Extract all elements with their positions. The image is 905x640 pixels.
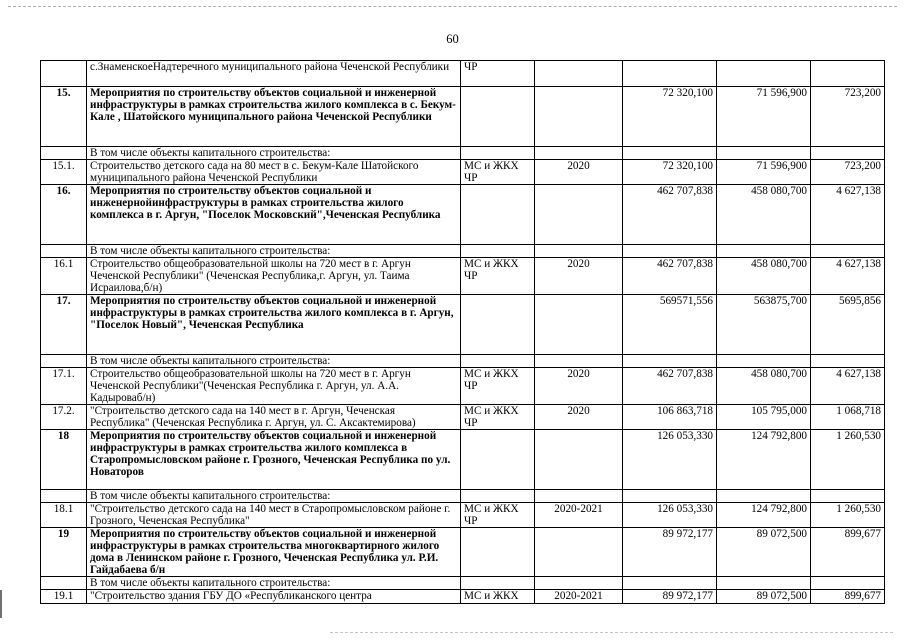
scan-artifact-left [0, 590, 2, 618]
table-row [41, 245, 885, 258]
cell-federal: 124 792,800 [717, 503, 811, 528]
cell-num: 16. [41, 185, 87, 245]
table-row [41, 577, 885, 590]
page-number: 60 [446, 32, 459, 46]
table-row [41, 185, 885, 245]
cell-empty [535, 355, 623, 368]
cell-name: с.ЗнаменскоеНадтеречного муниципального района Чеченской Республики [87, 61, 461, 87]
cell-num: 15.1. [41, 160, 87, 185]
cell-federal: 458 080,700 [717, 258, 811, 295]
cell-name: Мероприятия по строительству объектов социальной и инженерной инфраструктуры в рамках строительства жилого комплекса в Старопромысловском районе г. Грозного, Чеченская Республика по ул. Новаторов [87, 430, 461, 490]
cell-empty [461, 577, 535, 590]
cell-note: В том числе объекты капитального строительства: [87, 245, 461, 258]
cell-regional: 899,677 [811, 528, 885, 577]
cell-total: 126 053,330 [623, 503, 717, 528]
cell-federal: 458 080,700 [717, 185, 811, 245]
cell-empty [811, 245, 885, 258]
cell-num [41, 147, 87, 160]
cell-empty [461, 245, 535, 258]
cell-federal: 71 596,900 [717, 87, 811, 147]
cell-regional: 1 260,530 [811, 430, 885, 490]
cell-regional: 5695,856 [811, 295, 885, 355]
table-row [41, 528, 885, 577]
cell-num: 17.1. [41, 368, 87, 405]
cell-num [41, 355, 87, 368]
table-body [41, 61, 885, 604]
table-row [41, 368, 885, 405]
cell-year [535, 185, 623, 245]
table-row [41, 61, 885, 87]
cell-empty [717, 355, 811, 368]
cell-note: В том числе объекты капитального строительства: [87, 490, 461, 503]
cell-num: 16.1 [41, 258, 87, 295]
cell-total: 462 707,838 [623, 368, 717, 405]
cell-total: 569571,556 [623, 295, 717, 355]
table-row [41, 590, 885, 604]
cell-num [41, 61, 87, 87]
cell-empty [623, 147, 717, 160]
cell-num [41, 577, 87, 590]
cell-federal: 105 795,000 [717, 405, 811, 430]
cell-empty [623, 490, 717, 503]
cell-num: 19.1 [41, 590, 87, 604]
cell-executor [461, 528, 535, 577]
cell-empty [623, 577, 717, 590]
cell-num: 17.2. [41, 405, 87, 430]
cell-regional: 723,200 [811, 160, 885, 185]
cell-federal: 458 080,700 [717, 368, 811, 405]
cell-year [535, 61, 623, 87]
cell-empty [461, 147, 535, 160]
cell-total: 89 972,177 [623, 528, 717, 577]
cell-year [535, 430, 623, 490]
cell-total [623, 61, 717, 87]
cell-empty [717, 490, 811, 503]
table-row [41, 258, 885, 295]
cell-executor: МС и ЖКХ ЧР [461, 368, 535, 405]
cell-name: Строительство детского сада на 80 мест в с. Бекум-Кале Шатойского муниципального района Чеченской Республики [87, 160, 461, 185]
cell-name: "Строительство детского сада на 140 мест в г. Аргун, Чеченская Республика" (Чеченская Республика г. Аргун, ул. С. Аксактемирова) [87, 405, 461, 430]
table-row [41, 295, 885, 355]
cell-num: 17. [41, 295, 87, 355]
cell-executor: МС и ЖКХ [461, 590, 535, 604]
cell-empty [461, 490, 535, 503]
cell-empty [623, 355, 717, 368]
cell-executor [461, 430, 535, 490]
cell-empty [717, 245, 811, 258]
program-table [40, 60, 885, 604]
scan-artifact-bottom [330, 632, 893, 635]
cell-note: В том числе объекты капитального строительства: [87, 577, 461, 590]
cell-num: 15. [41, 87, 87, 147]
table-row [41, 503, 885, 528]
table-row [41, 160, 885, 185]
cell-executor [461, 185, 535, 245]
cell-regional: 723,200 [811, 87, 885, 147]
cell-name: Строительство общеобразовательной школы на 720 мест в г. Аргун Чеченской Республики" (Чеченская Республика,г. Аргун, ул. Таима Исраилова,б/н) [87, 258, 461, 295]
cell-year [535, 295, 623, 355]
table-row [41, 405, 885, 430]
cell-num [41, 490, 87, 503]
cell-note: В том числе объекты капитального строительства: [87, 355, 461, 368]
cell-name: Строительство общеобразовательной школы на 720 мест в г. Аргун Чеченской Республики"(Чеченская Республика г. Аргун, ул. А.А. Кадыроваб/н) [87, 368, 461, 405]
cell-executor: МС и ЖКХ ЧР [461, 258, 535, 295]
cell-empty [811, 147, 885, 160]
table-row [41, 490, 885, 503]
cell-total: 106 863,718 [623, 405, 717, 430]
cell-total: 72 320,100 [623, 87, 717, 147]
cell-year: 2020-2021 [535, 503, 623, 528]
table-row [41, 147, 885, 160]
cell-num: 19 [41, 528, 87, 577]
cell-num: 18 [41, 430, 87, 490]
cell-empty [535, 577, 623, 590]
cell-executor: МС и ЖКХ ЧР [461, 503, 535, 528]
cell-executor: ЧР [461, 61, 535, 87]
cell-year: 2020 [535, 160, 623, 185]
cell-name: "Строительство здания ГБУ ДО «Республиканского центра [87, 590, 461, 604]
cell-empty [535, 490, 623, 503]
cell-executor: МС и ЖКХ ЧР [461, 405, 535, 430]
cell-regional: 899,677 [811, 590, 885, 604]
cell-federal [717, 61, 811, 87]
cell-executor [461, 87, 535, 147]
cell-executor: МС и ЖКХ ЧР [461, 160, 535, 185]
cell-empty [717, 577, 811, 590]
cell-year: 2020 [535, 258, 623, 295]
cell-name: Мероприятия по строительству объектов социальной и инженерной инфраструктуры в рамках строительства многоквартирного жилого дома в Ленинском районе г. Грозного, Чеченская Республика ул. Р.И. Гайдабаева б/н [87, 528, 461, 577]
cell-executor [461, 295, 535, 355]
cell-regional [811, 61, 885, 87]
cell-year: 2020 [535, 368, 623, 405]
cell-name: Мероприятия по строительству объектов социальной и инженерной инфраструктуры в рамках строительства жилого комплекса в с. Бекум-Кале , Шатойского муниципального района Чеченской Республики [87, 87, 461, 147]
cell-empty [811, 577, 885, 590]
cell-year [535, 528, 623, 577]
cell-year: 2020-2021 [535, 590, 623, 604]
cell-total: 126 053,330 [623, 430, 717, 490]
cell-regional: 1 068,718 [811, 405, 885, 430]
table-row [41, 430, 885, 490]
cell-num [41, 245, 87, 258]
cell-regional: 4 627,138 [811, 258, 885, 295]
cell-empty [623, 245, 717, 258]
cell-year [535, 87, 623, 147]
cell-empty [717, 147, 811, 160]
table-row [41, 87, 885, 147]
cell-federal: 89 072,500 [717, 590, 811, 604]
cell-total: 462 707,838 [623, 258, 717, 295]
table-row [41, 355, 885, 368]
cell-name: Мероприятия по строительству объектов социальной и инженерной инфраструктуры в рамках строительства жилого комплекса в г. Аргун, "Поселок Новый", Чеченская Республика [87, 295, 461, 355]
cell-total: 89 972,177 [623, 590, 717, 604]
cell-regional: 4 627,138 [811, 368, 885, 405]
cell-year: 2020 [535, 405, 623, 430]
scan-artifact-top [8, 6, 897, 9]
cell-regional: 4 627,138 [811, 185, 885, 245]
cell-federal: 563875,700 [717, 295, 811, 355]
cell-federal: 124 792,800 [717, 430, 811, 490]
cell-regional: 1 260,530 [811, 503, 885, 528]
cell-empty [811, 490, 885, 503]
cell-empty [461, 355, 535, 368]
cell-federal: 71 596,900 [717, 160, 811, 185]
cell-total: 462 707,838 [623, 185, 717, 245]
cell-total: 72 320,100 [623, 160, 717, 185]
cell-empty [535, 147, 623, 160]
cell-empty [811, 355, 885, 368]
cell-federal: 89 072,500 [717, 528, 811, 577]
cell-empty [535, 245, 623, 258]
cell-num: 18.1 [41, 503, 87, 528]
cell-name: Мероприятия по строительству объектов социальной и инженернойинфраструктуры в рамках строительства жилого комплекса в г. Аргун, "Поселок Московский",Чеченская Республика [87, 185, 461, 245]
cell-name: "Строительство детского сада на 140 мест в Старопромысловском районе г. Грозного, Чеченская Республика" [87, 503, 461, 528]
cell-note: В том числе объекты капитального строительства: [87, 147, 461, 160]
